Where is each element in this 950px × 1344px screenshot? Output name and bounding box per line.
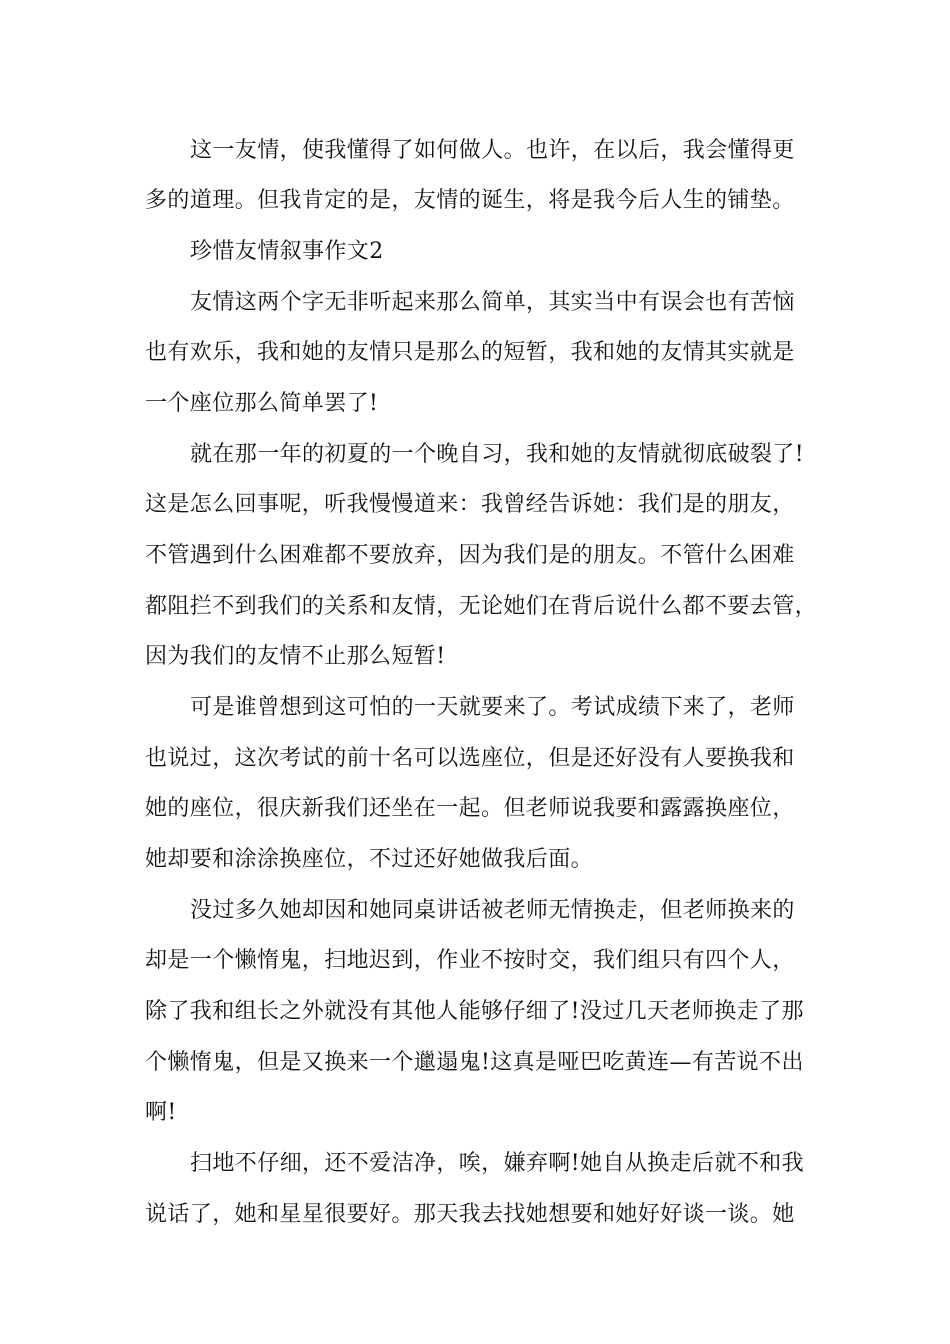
text-line: 这一友情，使我懂得了如何做人。也许，在以后，我会懂得更 — [190, 138, 795, 163]
text-line: 她的座位，很庆新我们还坐在一起。但老师说我要和露露换座位， — [145, 796, 795, 821]
text-line: 啊! — [145, 1100, 177, 1125]
text-line: 一个座位那么简单罢了! — [145, 391, 379, 416]
text-line: 说话了，她和星星很要好。那天我去找她想要和她好好谈一谈。她 — [145, 1202, 795, 1227]
text-line: 友情这两个字无非听起来那么简单，其实当中有误会也有苦恼 — [190, 290, 795, 315]
section-heading: 珍惜友情叙事作文2 — [190, 239, 384, 264]
text-line: 可是谁曾想到这可怕的一天就要来了。考试成绩下来了，老师 — [190, 695, 795, 720]
text-line: 没过多久她却因和她同桌讲话被老师无情换走，但老师换来的 — [190, 898, 795, 923]
text-line: 多的道理。但我肯定的是，友情的诞生，将是我今后人生的铺垫。 — [145, 188, 795, 213]
text-line: 就在那一年的初夏的一个晚自习，我和她的友情就彻底破裂了! — [190, 442, 805, 467]
text-line: 除了我和组长之外就没有其他人能够仔细了!没过几天老师换走了那 — [145, 999, 804, 1024]
text-line: 她却要和涂涂换座位，不过还好她做我后面。 — [145, 847, 594, 872]
text-line: 扫地不仔细，还不爱洁净，唉，嫌弃啊!她自从换走后就不和我 — [190, 1151, 805, 1176]
text-line: 也说过，这次考试的前十名可以选座位，但是还好没有人要换我和 — [145, 746, 795, 771]
text-line: 因为我们的友情不止那么短暂! — [145, 644, 446, 669]
text-line: 也有欢乐，我和她的友情只是那么的短暂，我和她的友情其实就是 — [145, 340, 795, 365]
text-line: 这是怎么回事呢，听我慢慢道来：我曾经告诉她：我们是的朋友， — [145, 492, 795, 517]
text-line: 却是一个懒惰鬼，扫地迟到，作业不按时交，我们组只有四个人， — [145, 948, 795, 973]
text-line: 个懒惰鬼，但是又换来一个邋遢鬼!这真是哑巴吃黄连—有苦说不出 — [145, 1050, 804, 1075]
text-line: 不管遇到什么困难都不要放弃，因为我们是的朋友。不管什么困难 — [145, 543, 795, 568]
text-line: 都阻拦不到我们的关系和友情，无论她们在背后说什么都不要去管， — [145, 594, 818, 619]
